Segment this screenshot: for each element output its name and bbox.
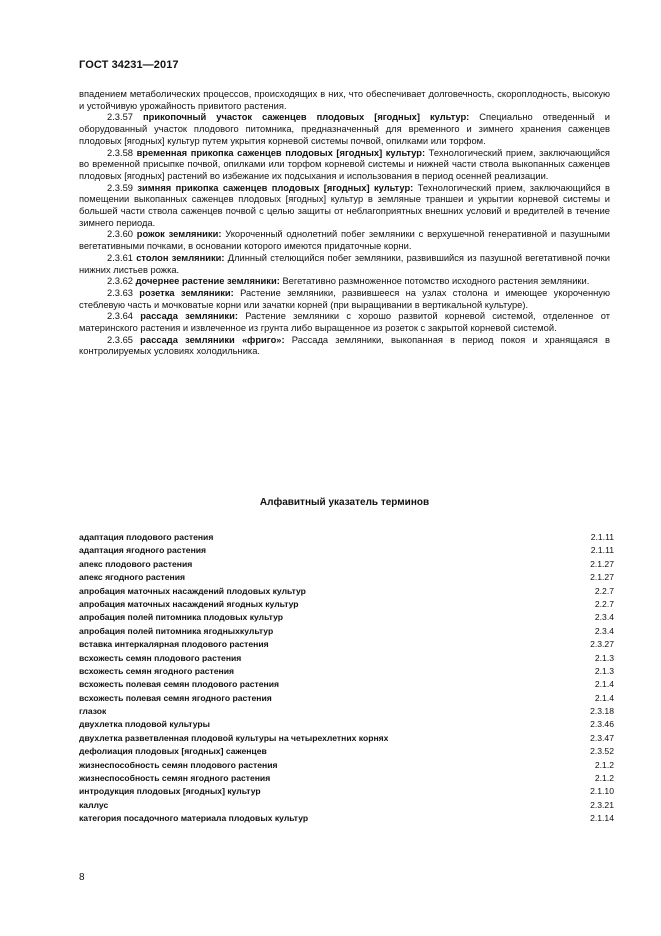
index-row [79,732,614,745]
terms-list [79,112,610,358]
index-ref: 2.1.10 [590,786,614,797]
term-title: рассада земляники: [140,311,238,322]
index-ref: 2.1.3 [594,665,614,676]
index-ref: 2.3.4 [594,625,614,636]
index-row [79,812,614,825]
index-ref: 2.2.7 [594,585,614,596]
index-term: категория посадочного материала плодовых культур [79,813,309,824]
index-row [79,611,614,624]
term-text: Растение земляники с хорошо развитой корневой системой, отделенное от материнского растения и извлеченное из грунта либо выращенное из розеток с закрытой корневой системой. [79,311,610,334]
term-index [79,531,614,826]
index-row [79,799,614,812]
term-title: розетка земляники: [139,287,234,298]
index-ref: 2.3.21 [590,799,614,810]
index-row [79,692,614,705]
index-row [79,544,614,557]
term-number: 2.3.57 [107,112,133,123]
index-term: апробация полей питомника плодовых культур [79,612,284,623]
index-row [79,558,614,571]
index-term: интродукция плодовых [ягодных] культур [79,786,261,797]
index-ref: 2.1.4 [594,692,614,703]
index-row [79,665,614,678]
term-title: рассада земляники «фриго»: [140,334,285,345]
term-definition [79,112,610,147]
term-number: 2.3.63 [107,287,133,298]
index-term: всхожесть полевая семян плодового растения [79,679,280,690]
term-title: рожок земляники: [136,229,222,240]
index-ref: 2.3.18 [590,706,614,717]
index-term: глазок [79,706,107,717]
intro-paragraph: впадением метаболических процессов, происходящих в них, что обеспечивает долговечность, скороплодность, высокую и устойчивую урожайность привитого растения. [79,89,610,111]
term-text: Технологический прием, заключающийся во временной присыпке почвой, опилками или торфом корневой системы и нижней части ствола выкопанных саженцев плодовых [ягодных] растений во избежание их подсыхания и использования в период осенней реализации. [79,147,610,181]
term-number: 2.3.60 [107,229,133,240]
index-term: адаптация плодового растения [79,532,214,542]
index-term: адаптация ягодного растения [79,545,207,556]
term-number: 2.3.64 [107,311,133,322]
index-ref: 2.1.11 [590,545,614,556]
index-title: Алфавитный указатель терминов [259,497,430,508]
index-term: апробация маточных насаждений плодовых культур [79,585,306,596]
term-definition [79,229,610,252]
term-definition [79,148,610,183]
index-ref: 2.1.2 [594,773,614,784]
index-term: апробация маточных насаждений ягодных культур [79,598,299,609]
term-title: зимняя прикопка саженцев плодовых [ягодных] культур: [137,182,414,193]
index-term: двухлетка плодовой культуры [79,719,210,730]
term-definition [79,253,610,276]
index-ref: 2.1.2 [594,759,614,770]
term-number: 2.3.62 [107,276,133,287]
index-ref: 2.3.46 [590,719,614,730]
term-text: Вегетативно размноженное потомство исходного растения земляники. [282,276,590,287]
term-text: Специально отведенный и оборудованный участок плодового питомника, предназначенный для временного и зимнего хранения саженцев плодовых [ягодных] культур путем укрытия корневой системы почвой, опилками или торфом. [79,112,610,146]
index-term: жизнеспособность семян ягодного растения [79,773,271,784]
term-text: Длинный стелющийся побег земляники, развившийся из пазушной вегетативной почки нижних листьев рожка. [79,252,610,275]
term-title: дочернее растение земляники: [135,276,280,287]
index-term: апекс плодового растения [79,558,193,569]
term-number: 2.3.61 [107,252,133,263]
index-term: двухлетка разветвленная плодовой культуры на четырехлетних корнях [79,732,389,743]
index-ref: 2.1.3 [594,652,614,663]
term-number: 2.3.65 [107,334,133,345]
page-number: 8 [79,872,85,883]
index-ref: 2.1.4 [594,679,614,690]
term-title: временная прикопка саженцев плодовых [ягодных] культур: [136,147,426,158]
term-text: Рассада земляники, выкопанная в период покоя и хранящаяся в контролируемых условиях холодильника. [79,334,610,357]
index-ref: 2.1.27 [590,558,614,569]
index-term: всхожесть семян ягодного растения [79,665,235,676]
term-number: 2.3.59 [107,182,133,193]
index-ref: 2.3.52 [590,746,614,757]
index-row [79,772,614,785]
index-term: всхожесть полевая семян ягодного растения [79,692,272,703]
index-ref: 2.3.27 [590,639,614,650]
index-row [79,718,614,731]
index-row [79,759,614,772]
index-row [79,585,614,598]
document-header: ГОСТ 34231—2017 [79,59,179,71]
index-term: всхожесть семян плодового растения [79,652,242,663]
index-ref: 2.2.7 [594,598,614,609]
term-title: прикопочный участок саженцев плодовых [ягодных] культур: [142,112,470,123]
terms-body [79,89,610,358]
index-ref: 2.3.47 [590,732,614,743]
index-term: каллус [79,799,109,810]
index-row [79,678,614,691]
index-term: апекс ягодного растения [79,572,186,583]
index-row [79,785,614,798]
index-term: дефолиация плодовых [ягодных] саженцев [79,746,267,757]
index-ref: 2.1.27 [590,572,614,583]
index-term: жизнеспособность семян плодового растения [79,759,278,770]
term-definition [79,288,610,311]
term-title: столон земляники: [136,252,225,263]
index-row [79,571,614,584]
term-definition [79,276,610,288]
term-number: 2.3.58 [107,147,133,158]
term-text: Укороченный однолетний побег земляники с верхушечной генеративной и пазушными вегетативными почками, в основании которого имеются придаточные корни. [79,229,610,252]
index-term: вставка интеркалярная плодового растения [79,639,269,650]
index-row [79,638,614,651]
term-text: Растение земляники, развившееся на узлах столона и имеющее укороченную стеблевую часть и мочковатые корни или зачатки корней (при выращивании в вертикальной культуре). [79,287,610,310]
index-row [79,531,614,544]
index-row [79,652,614,665]
term-text: Технологический прием, заключающийся в помещении выкопанных саженцев плодовых [ягодных] культур в земляные траншеи и укрытии корневой системы и большей части ствола саженцев почвой с целью защиты от неблагоприятных внешних условий и вредителей в течение зимнего периода. [79,182,610,228]
index-row [79,705,614,718]
term-definition [79,311,610,334]
index-term: апробация полей питомника ягодныхкультур [79,625,274,636]
index-row [79,598,614,611]
index-ref: 2.1.14 [590,813,614,824]
index-ref: 2.1.11 [590,532,614,542]
term-definition [79,335,610,358]
index-ref: 2.3.4 [594,612,614,623]
index-row [79,745,614,758]
term-definition [79,183,610,230]
index-row [79,625,614,638]
